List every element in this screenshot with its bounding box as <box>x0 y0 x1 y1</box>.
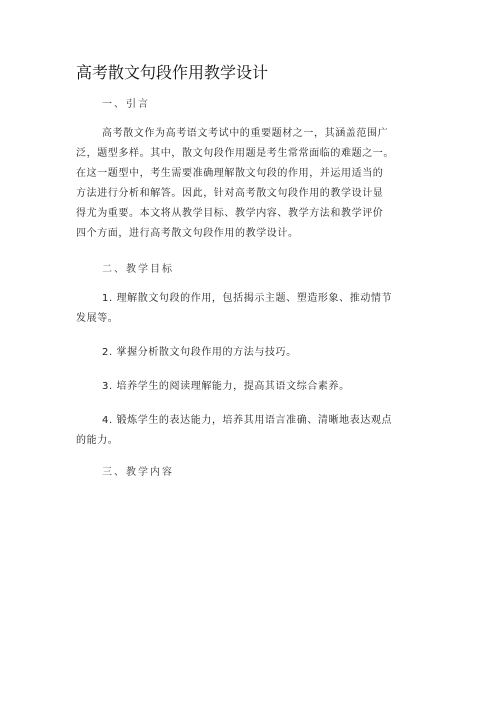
list-item-line: 4. 锻炼学生的表达能力，培养其用语言准确、清晰地表达观点 <box>102 415 393 426</box>
section-heading-teaching-goals: 二、教学目标 <box>102 264 174 275</box>
paragraph-line: 在这一题型中，考生需要准确理解散文句段的作用，并运用适当的 <box>76 168 384 179</box>
section-heading-introduction: 一、引言 <box>102 99 150 110</box>
list-item-line: 3. 培养学生的阅读理解能力，提高其语文综合素养。 <box>102 381 350 392</box>
paragraph-line: 泛，题型多样。其中，散文句段作用题是考生常常面临的难题之一。 <box>76 148 394 159</box>
paragraph-line: 得尤为重要。本文将从教学目标、教学内容、教学方法和教学评价 <box>76 208 384 219</box>
paragraph-line: 高考散文作为高考语文考试中的重要题材之一，其涵盖范围广 <box>102 128 389 139</box>
list-item-line: 的能力。 <box>76 435 119 446</box>
section-heading-teaching-content: 三、教学内容 <box>102 467 174 478</box>
paragraph-line: 方法进行分析和解答。因此，针对高考散文句段作用的教学设计显 <box>76 188 384 199</box>
list-item-line: 1. 理解散文句段的作用，包括揭示主题、塑造形象、推动情节 <box>102 293 393 304</box>
paragraph-line: 四个方面，进行高考散文句段作用的教学设计。 <box>76 228 299 239</box>
list-item-line: 发展等。 <box>76 313 119 324</box>
document-title: 高考散文句段作用教学设计 <box>76 63 269 82</box>
list-item-line: 2. 掌握分析散文句段作用的方法与技巧。 <box>102 347 297 358</box>
